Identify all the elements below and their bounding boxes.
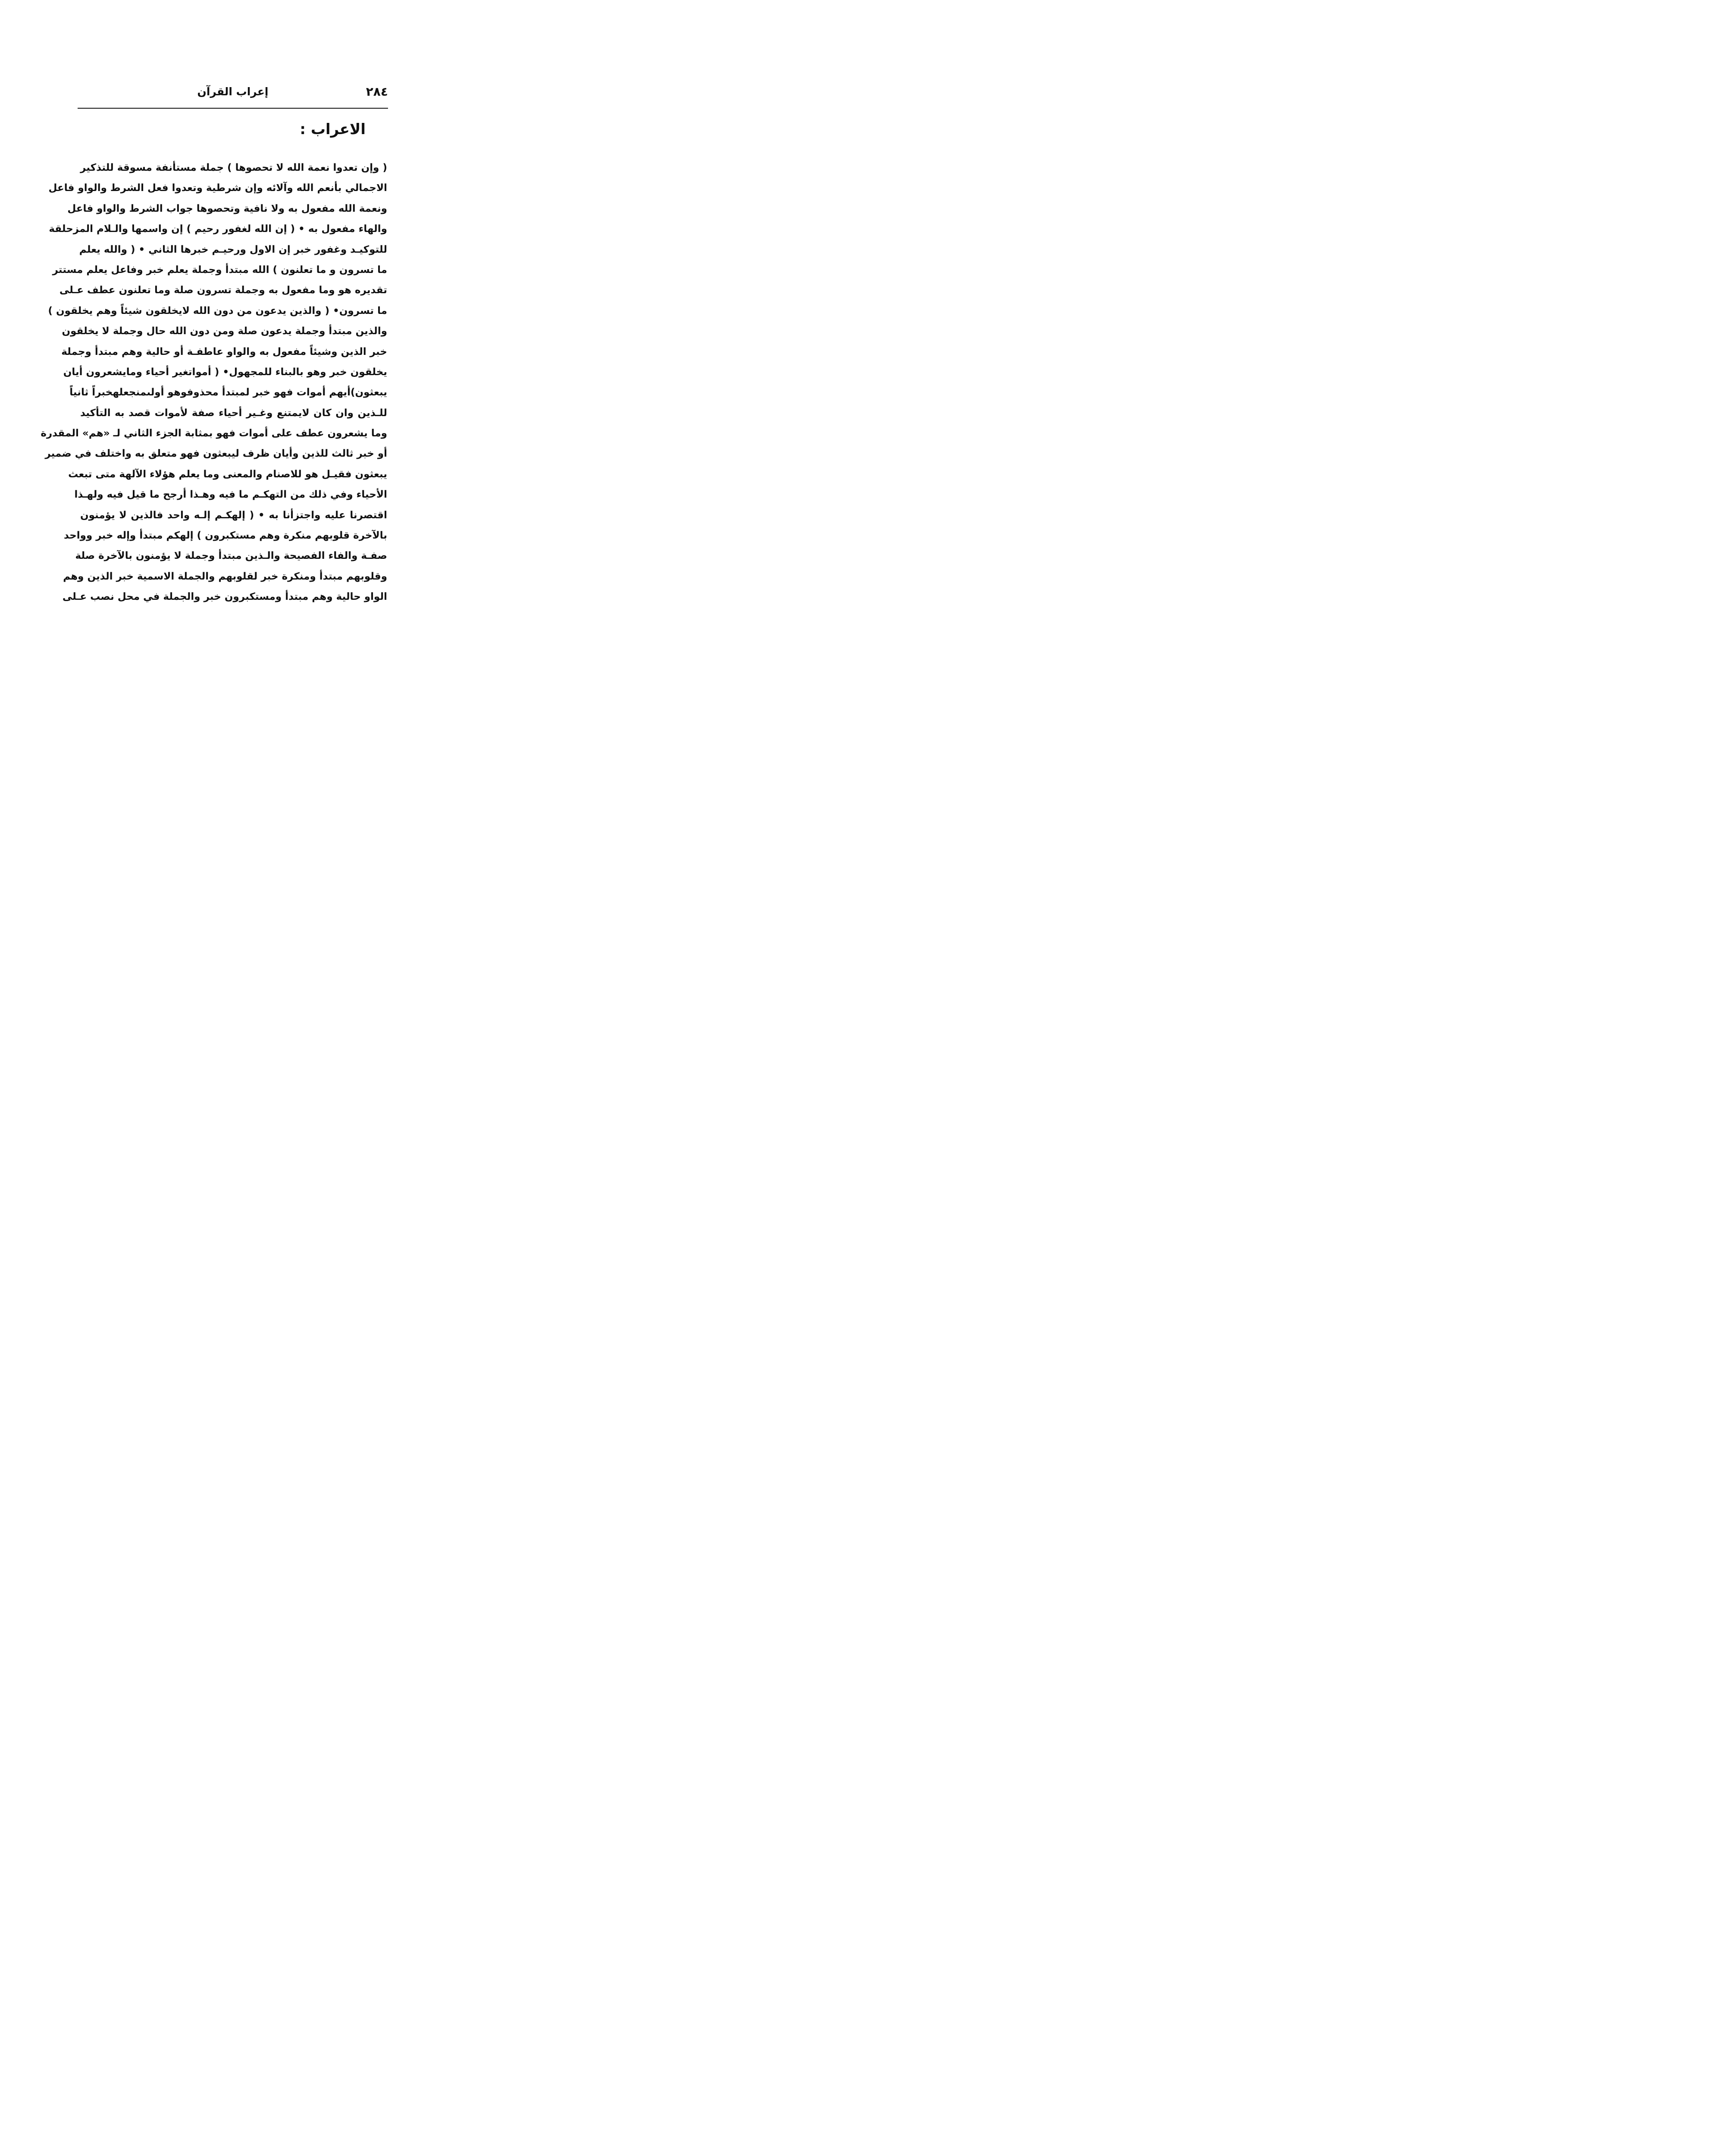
- text-line: والذين مبتدأ وجملة يدعون صلة ومن دون الله حال وجملة لا يخلقون: [62, 326, 387, 337]
- text-line: خبر الذين وشيئاً مفعول به والواو عاطفـة أو حالية وهم مبتدأ وجملة: [61, 346, 387, 357]
- text-line: ونعمة الله مفعول به ولا نافية وتحصوها جواب الشرط والواو فاعل: [67, 203, 387, 214]
- text-line: يبعثون فقيـل هو للاصنام والمعنى وما يعلم هؤلاء الآلهة متى تبعث: [68, 468, 387, 480]
- text-line: ما تسرون• ( والذين يدعون من دون الله لايخلقون شيئاً وهم يخلقون ): [48, 305, 387, 317]
- text-line: تقديره هو وما مفعول به وجملة تسرون صلة وما تعلنون عطف عـلى: [59, 285, 387, 296]
- body-text: [41, 158, 387, 608]
- text-line: ما تسرون و ما تعلنون ) الله مبتدأ وجملة يعلم خبر وفاعل يعلم مستتر: [52, 264, 387, 276]
- document-page: [0, 0, 476, 683]
- running-header: [78, 85, 388, 106]
- text-line: أو خبر ثالث للذين وأيان ظرف ليبعثون فهو متعلق به واختلف في ضمير: [45, 448, 387, 460]
- text-line: صفـة والفاء الفصيحة والـذين مبتدأ وجملة لا يؤمنون بالآخرة صلة: [75, 550, 387, 562]
- book-title: إعراب القرآن: [197, 85, 269, 98]
- text-line: ( وإن تعدوا نعمة الله لا تحصوها ) جملة مستأنفة مسوقة للتذكير: [80, 162, 387, 173]
- text-line: للتوكيـد وغفور خبر إن الاول ورحيـم خبرها الثاني • ( والله يعلم: [79, 244, 387, 255]
- text-line: يبعثون)أيهم أموات فهو خبر لمبتدأ محذوفوهو أولىمنجعلهخبراً ثانياً: [69, 387, 387, 398]
- text-line: اقتصرنا عليه واجتزأنا به • ( إلهكـم إلـه واحد فالذين لا يؤمنون: [80, 509, 387, 521]
- text-line: يخلقون خبر وهو بالبناء للمجهول• ( أمواتغير أحياء ومايشعرون أيان: [63, 366, 387, 378]
- text-line: الأحياء وفي ذلك من التهكـم ما فيه وهـذا أرجح ما قيل فيه ولهـذا: [74, 489, 387, 501]
- page-number: ٢٨٤: [366, 85, 388, 99]
- text-line: والهاء مفعول به • ( إن الله لغفور رحيم ) إن واسمها والـلام المزحلقة: [49, 223, 387, 235]
- text-line: بالآخرة قلوبهم منكرة وهم مستكبرون ) إلهكم مبتدأ وإله خبر وواحد: [63, 530, 387, 542]
- section-heading: الاعراب :: [300, 121, 366, 138]
- text-line: وقلوبهم مبتدأ ومنكرة خبر لقلوبهم والجملة الاسمية خبر الذين وهم: [63, 570, 387, 582]
- text-line: للـذين وان كان لايمتنع وغـير أحياء صفة لأموات قصد به التأكيد: [80, 407, 387, 419]
- text-line: وما يشعرون عطف على أموات فهو بمثابة الجزء الثاني لـ «هم» المقدرة: [41, 428, 387, 439]
- text-line: الاجمالي بأنعم الله وآلائه وإن شرطية وتعدوا فعل الشرط والواو فاعل: [48, 182, 387, 194]
- header-divider: [78, 108, 388, 109]
- text-line: الواو حالية وهم مبتدأ ومستكبرون خبر والجملة في محل نصب عـلى: [62, 591, 387, 603]
